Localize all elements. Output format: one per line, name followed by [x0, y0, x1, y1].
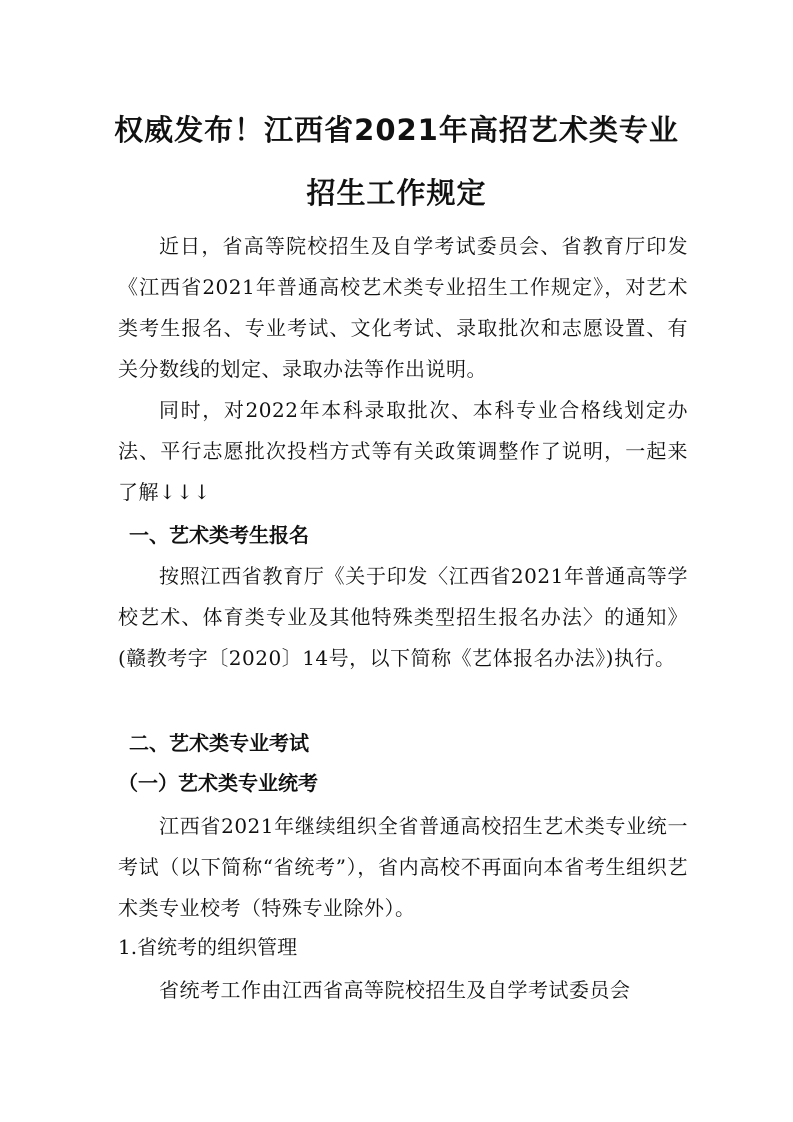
section-2-subheading: （一）艺术类专业统考: [118, 771, 318, 795]
section-2-item-1-body: 省统考工作由江西省高等院校招生及自学考试委员会: [159, 978, 631, 1002]
section-2-item-1-title: 1.省统考的组织管理: [118, 935, 298, 959]
document-title-line-1: 权威发布！江西省2021年高招艺术类专业: [114, 113, 679, 147]
section-1-body: 按照江西省教育厅《关于印发〈江西省2021年普通高等学校艺术、体育类专业及其他特殊类型招生报名办法〉的通知》(赣教考字〔2020〕14号，以下简称《艺体报名办法》)执行。: [118, 564, 688, 670]
section-2-body: 江西省2021年继续组织全省普通高校招生艺术类专业统一考试（以下简称“省统考”），省内高校不再面向本省考生组织艺术类专业校考（特殊专业除外）。: [118, 814, 688, 920]
intro-paragraph-2: 同时，对2022年本科录取批次、本科专业合格线划定办法、平行志愿批次投档方式等有关政策调整作了说明，一起来了解↓↓↓: [118, 398, 688, 504]
section-2-heading: 二、艺术类专业考试: [129, 731, 309, 755]
section-1-heading: 一、艺术类考生报名: [129, 523, 309, 547]
document-title-line-2: 招生工作规定: [306, 176, 487, 210]
intro-paragraph-1: 近日，省高等院校招生及自学考试委员会、省教育厅印发《江西省2021年普通高校艺术类专业招生工作规定》，对艺术类考生报名、专业考试、文化考试、录取批次和志愿设置、有关分数线的划定、录取办法等作出说明。: [118, 234, 688, 381]
